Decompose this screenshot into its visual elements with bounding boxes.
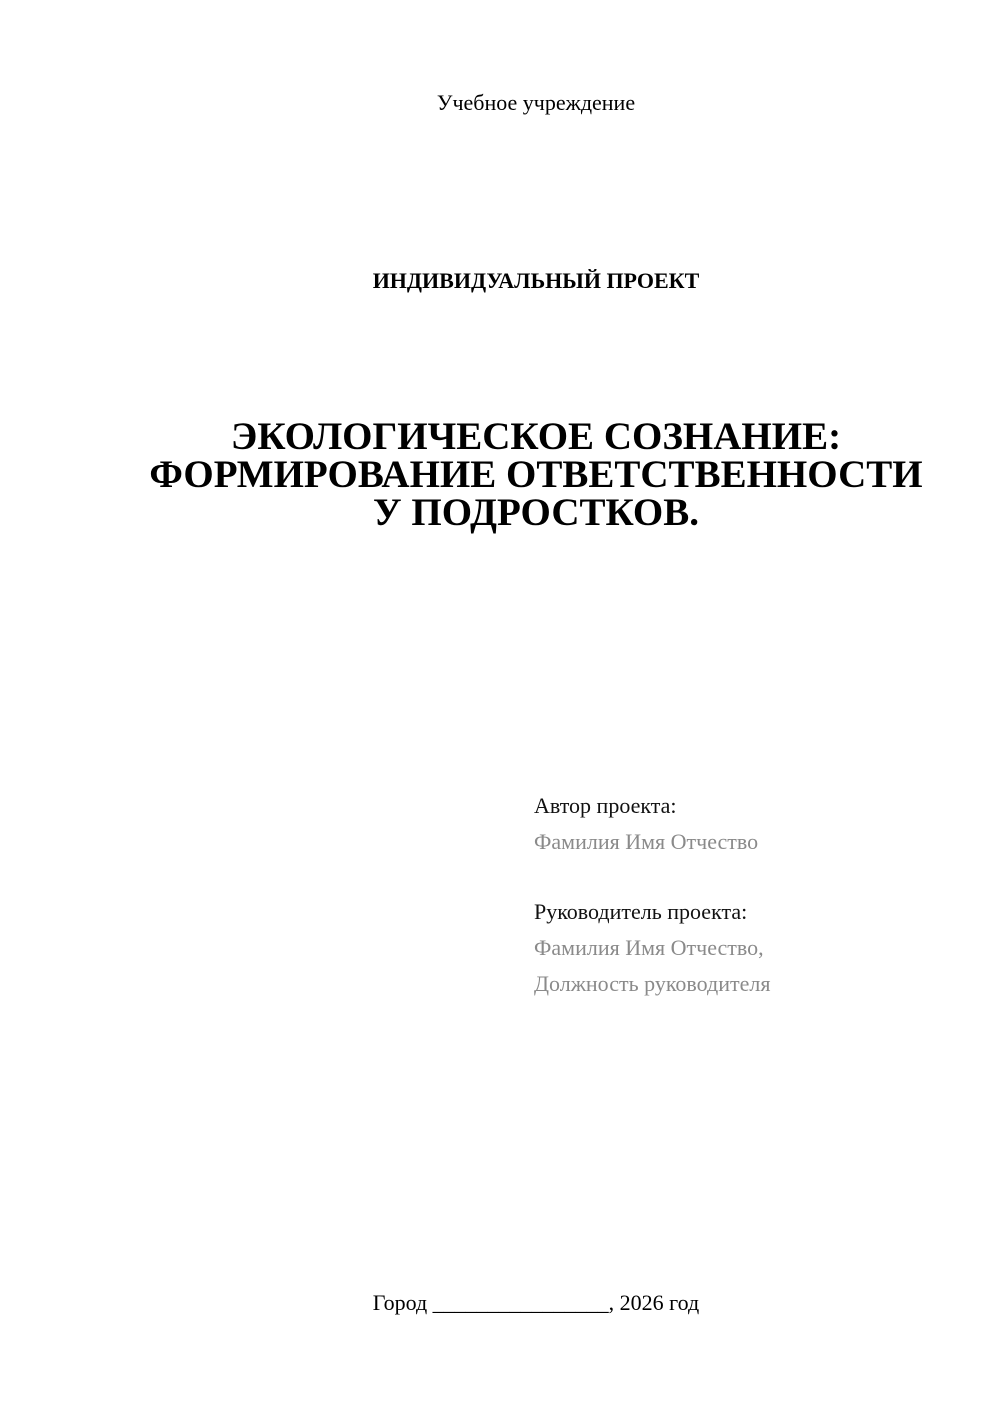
- supervisor-name: Фамилия Имя Отчество,: [534, 935, 764, 960]
- project-title: [0, 415, 1000, 534]
- institution-name: Учебное учреждение: [436, 90, 636, 115]
- author-name: Фамилия Имя Отчество: [534, 829, 759, 854]
- supervisor-position: Должность руководителя: [534, 971, 771, 996]
- credits-spacer: [534, 860, 770, 894]
- author-label: Автор проекта:: [534, 793, 677, 818]
- city-year-line: Город ________________, 2026 год: [372, 1290, 700, 1315]
- project-title-line: ЭКОЛОГИЧЕСКОЕ СОЗНАНИЕ:: [230, 415, 842, 458]
- project-title-line: У ПОДРОСТКОВ.: [373, 491, 699, 534]
- document-type: ИНДИВИДУАЛЬНЫЙ ПРОЕКТ: [372, 268, 700, 293]
- project-title-line: ФОРМИРОВАНИЕ ОТВЕТСТВЕННОСТИ: [149, 453, 923, 496]
- credits-block: [534, 788, 770, 1002]
- supervisor-label: Руководитель проекта:: [534, 899, 748, 924]
